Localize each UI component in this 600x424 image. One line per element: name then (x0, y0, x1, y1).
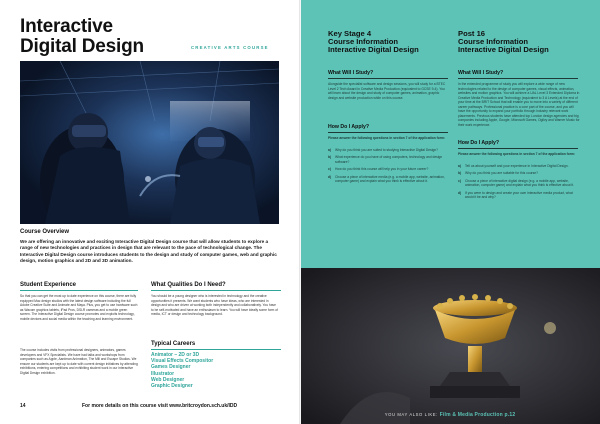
question-letter: d) (458, 190, 462, 195)
course-intro: We are offering an innovative and exciting Interactive Digital Design course that will allow students to explore a range of new technologies and practices in design that are relevant to the pace of technological change. The Interactive Digital Design course introduces students to the design and study of computer games, web and graphic design, motion graphics and 2D and 3D animation. (20, 239, 277, 264)
may-also-like (300, 412, 600, 418)
question-item (458, 164, 578, 168)
question-item (328, 167, 448, 171)
typical-careers-heading: Typical Careers (151, 341, 196, 347)
qualities-text: You should be a young designer who is interested in technology and the creative opportunities it presents. We want students who have ideas, who are interested in design and who are driven at working both independently and collaboratively. You have to be self-motivated and have an enthusiasm to learn. You will have ideally some form of media, ICT or design and technology background. (151, 294, 279, 317)
question-item (458, 191, 578, 200)
question-letter: b) (328, 155, 332, 160)
question-text: Why do you think you are suited to studying Interactive Digital Design? (335, 148, 438, 152)
question-text: Why do you think you are suitable for this course? (465, 171, 538, 176)
ks4-study-text: Alongside the specialist software and design sessions, you will study for a BTEC Level 2 Tech Award in Creative Media Production (equivalent to GCSE 9-4). You will learn about the design and study of computer games, animation, graphic design and website production while on this course. (328, 82, 446, 100)
divider (151, 290, 281, 291)
divider (328, 132, 448, 133)
divider (328, 78, 448, 79)
question-item (328, 175, 448, 184)
divider (151, 349, 281, 350)
ks4-study-heading: What Will I Study? (328, 70, 374, 76)
question-item (328, 148, 448, 152)
post16-study-heading: What Will I Study? (458, 70, 504, 76)
question-item (458, 171, 578, 175)
divider (458, 78, 578, 79)
post16-apply-heading: How Do I Apply? (458, 140, 500, 146)
question-letter: c) (328, 167, 331, 172)
ks4-heading (328, 30, 463, 55)
question-text: What experience do you have of using computers, technology and design software? (335, 155, 443, 164)
footer-link-text[interactable]: For more details on this course visit www.britcroydon.sch.uk/IDD (82, 403, 238, 409)
career-item: Visual Effects Compositor (151, 358, 214, 365)
page-title (20, 17, 144, 57)
trophy-photo (300, 268, 600, 424)
divider (20, 290, 138, 291)
question-item (458, 179, 578, 188)
may-like-link[interactable]: Film & Media Production p.12 (439, 412, 516, 418)
question-item (328, 155, 448, 164)
question-letter: d) (328, 174, 332, 179)
page-gutter (299, 0, 301, 424)
career-item: Animator – 2D or 3D (151, 352, 200, 358)
title-line-1: Interactive (20, 16, 113, 37)
student-experience-text-1: So that you can get the most up to date experience on this course, there are fully equipped Mac design studios with the latest design software including the full Adobe Creative Suite and Animate and Maya. Plus, you get to use hardware such as Wacom graphics tablets, iPad Pros, DSLR cameras and a mobile green screen. The Interactive Digital Design course promotes and exploits technology, mobile devices and social media within the teaching and learning environment. (20, 294, 138, 321)
question-text: How do you think this course will help you in your future career? (335, 167, 429, 172)
career-item: Games Designer (151, 364, 191, 371)
post16-heading-line: Course Information (458, 37, 529, 47)
may-like-label: YOU MAY ALSO LIKE: (384, 412, 438, 417)
post16-heading (458, 30, 593, 55)
ks4-apply-heading: How Do I Apply? (328, 124, 370, 130)
title-line-2: Digital Design (20, 36, 144, 57)
ks4-heading-line: Key Stage 4 (328, 29, 372, 38)
right-page (300, 0, 600, 424)
post16-heading-line: Interactive Digital Design (458, 45, 549, 55)
question-text: Choose a piece of interactive digital design (e.g. a mobile app, website, animation, computer game) and explain what you think is effective about it. (465, 178, 574, 188)
question-text: If you were to design and create your own interactive media product, what would it be and why? (465, 190, 573, 200)
career-item: Graphic Designer (151, 383, 193, 390)
post16-study-text: In the extended programme of study you will explore a wide range of new technologies related to the design of computer games, visual effects, animation, websites and motion graphics. You will achieve a UAL Level 3 Extended Diploma in Creative Media Production and Technology (equivalent to 3 A Levels) at the end of your time at the BRIT School that will enable you to move into a variety of different career pathways. Professional practice is a core part of the course, and you will have the opportunity to expand your portfolio through industry relevant work placements. Previous students have attended top London design agencies and big companies including Apple, Google, Microsoft Games, Ogilvy and Warner Music for their work experience. (458, 82, 580, 127)
ks4-apply-intro: Please answer the following questions in section 7 of the application form: (328, 136, 446, 140)
student-experience-heading: Student Experience (20, 282, 77, 288)
question-text: Tell us about yourself and your experience in Interactive Digital Design. (465, 164, 569, 168)
question-letter: c) (458, 178, 461, 183)
careers-list (151, 352, 281, 389)
question-letter: a) (458, 164, 461, 168)
ks4-question-list (328, 148, 448, 186)
question-letter: b) (458, 171, 462, 176)
hero-photo (20, 61, 279, 224)
award-trophy-illustration (300, 268, 600, 424)
question-text: Choose a piece of interactive media (e.g. a mobile app, website, animation, computer game) and explain what you think is effective about it. (335, 174, 445, 184)
ks4-heading-line: Course Information (328, 37, 399, 47)
course-overview-heading: Course Overview (20, 229, 70, 235)
students-vr-illustration (20, 61, 279, 224)
career-item: Web Designer (151, 376, 185, 383)
post16-question-list (458, 164, 578, 202)
ks4-heading-line: Interactive Digital Design (328, 45, 419, 55)
student-experience-text-2: The course includes visits from professional designers, animators, games developers and VFX Specialists. We have had talks and workshops from companies such as Apple, Aardman Animation, The Mill and Escape Studios. We ensure our students are kept up to date with current design initiatives by attending exhibitions, entering competitions and exhibiting student work in our interactive Digital Design exhibition. (20, 348, 138, 375)
post16-heading-line: Post 16 (458, 29, 486, 38)
post16-apply-intro: Please answer the following questions in section 7 of the application form: (458, 152, 576, 156)
qualities-heading: What Qualities Do I Need? (151, 282, 226, 288)
career-item: Illustrator (151, 370, 175, 377)
page-number: 14 (20, 403, 26, 409)
subject-label: CREATIVE ARTS COURSE (191, 45, 269, 50)
question-letter: a) (328, 148, 331, 152)
divider (458, 148, 578, 149)
